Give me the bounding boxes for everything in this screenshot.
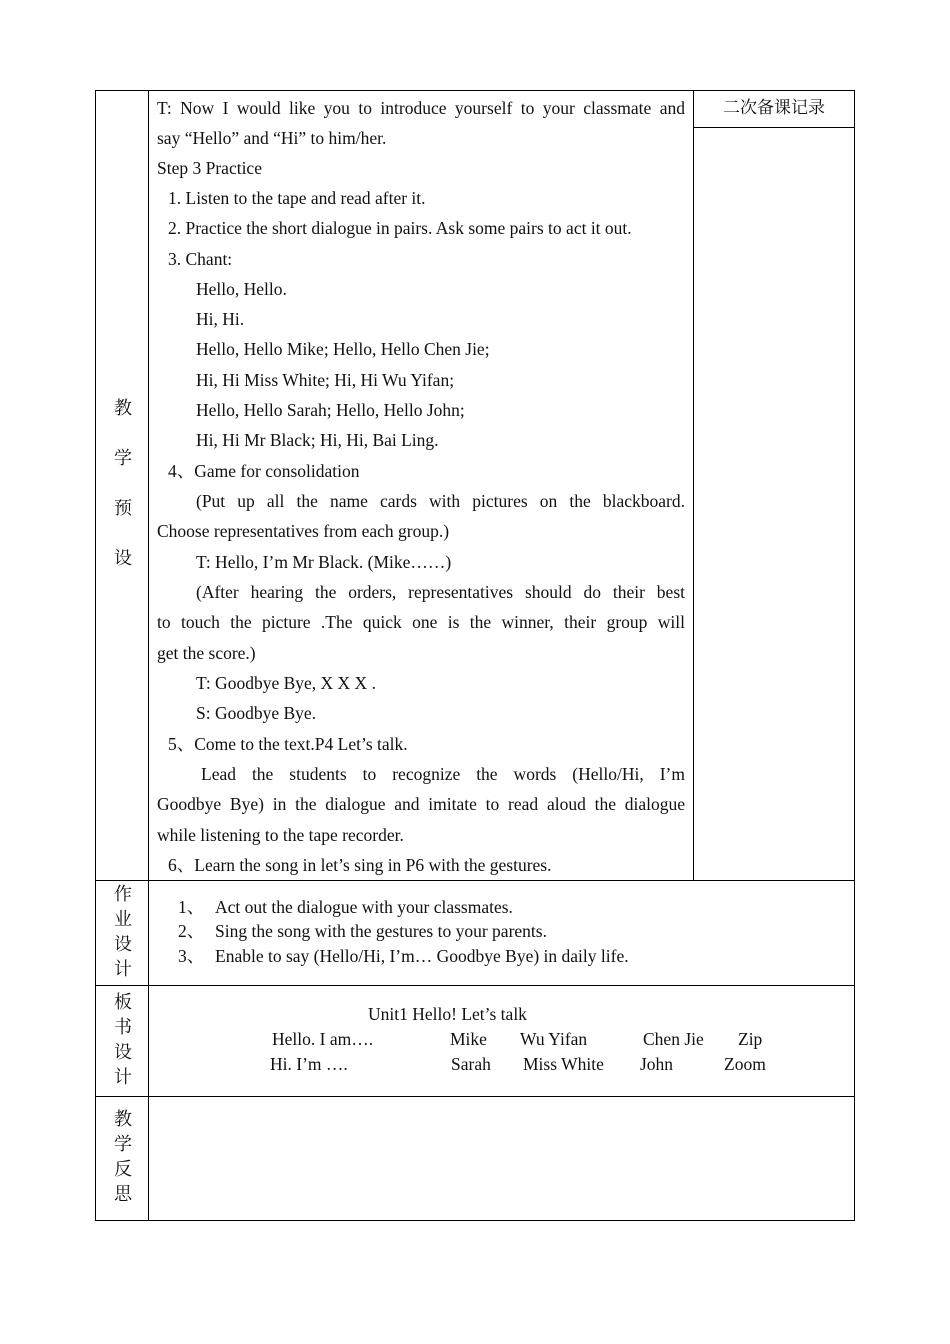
label-char: 设 <box>114 1042 132 1063</box>
teaching-plan-label-3: 预 <box>114 498 132 519</box>
board-cell: Wu Yifan <box>520 1029 588 1049</box>
plan-line: say “Hello” and “Hi” to him/her. <box>157 128 387 148</box>
notes-header-divider <box>693 127 855 128</box>
notes-column-divider <box>693 90 694 881</box>
plan-line: S: Goodbye Bye. <box>196 703 317 723</box>
plan-line: 2. Practice the short dialogue in pairs. Ask some pairs to act it out. <box>168 218 632 238</box>
teaching-reflection-label <box>108 1107 138 1207</box>
homework-item-text: Enable to say (Hello/Hi, I’m… Goodbye Bye) in daily life. <box>215 946 629 966</box>
plan-line: (After hearing the orders, representatives should do their best <box>196 582 685 602</box>
plan-line: get the score.) <box>157 643 256 663</box>
plan-line: Hello, Hello. <box>196 279 287 299</box>
label-char: 思 <box>114 1184 132 1205</box>
label-char: 计 <box>114 959 132 980</box>
homework-design-label <box>108 882 138 982</box>
board-cell: Miss White <box>523 1054 604 1074</box>
row-divider-homework <box>95 880 855 881</box>
homework-item-text: Act out the dialogue with your classmates. <box>215 897 513 917</box>
plan-line: T: Now I would like you to introduce yourself to your classmate and <box>157 98 685 118</box>
plan-line: Hi, Hi Miss White; Hi, Hi Wu Yifan; <box>196 370 455 390</box>
plan-line: 4、Game for consolidation <box>168 461 360 481</box>
plan-line: Hi, Hi. <box>196 309 245 329</box>
label-char: 书 <box>114 1017 132 1038</box>
homework-item-number: 1、 <box>178 897 205 917</box>
board-cell: Zoom <box>724 1054 766 1074</box>
plan-line: 5、Come to the text.P4 Let’s talk. <box>168 734 408 754</box>
plan-line: 3. Chant: <box>168 249 233 269</box>
board-design-label <box>108 990 138 1090</box>
homework-item-text: Sing the song with the gestures to your parents. <box>215 921 547 941</box>
plan-line: (Put up all the name cards with pictures on the blackboard. <box>196 491 685 511</box>
plan-line: T: Goodbye Bye, X X X . <box>196 673 376 693</box>
plan-line: 6、Learn the song in let’s sing in P6 with the gestures. <box>168 855 552 875</box>
homework-item-number: 2、 <box>178 921 205 941</box>
teaching-plan-label-4: 设 <box>114 548 132 569</box>
board-cell: Chen Jie <box>643 1029 704 1049</box>
plan-line: Hi, Hi Mr Black; Hi, Hi, Bai Ling. <box>196 430 439 450</box>
board-cell: Sarah <box>451 1054 491 1074</box>
row-divider-board <box>95 985 855 986</box>
plan-line: Hello, Hello Mike; Hello, Hello Chen Jie; <box>196 339 490 359</box>
label-char: 板 <box>114 992 132 1013</box>
board-cell: Hi. I’m …. <box>270 1054 348 1074</box>
homework-item-number: 3、 <box>178 946 205 966</box>
plan-line: Lead the students to recognize the words (Hello/Hi, I’m <box>201 764 685 784</box>
board-cell: John <box>640 1054 674 1074</box>
second-prep-header: 二次备课记录 <box>723 98 825 118</box>
board-cell: Mike <box>450 1029 487 1049</box>
teaching-plan-label-1: 教 <box>114 398 132 419</box>
plan-line: while listening to the tape recorder. <box>157 825 404 845</box>
label-column-divider <box>148 90 149 1221</box>
label-char: 设 <box>114 934 132 955</box>
board-title: Unit1 Hello! Let’s talk <box>368 1004 527 1024</box>
plan-line: Step 3 Practice <box>157 158 262 178</box>
label-char: 教 <box>114 1109 132 1130</box>
row-divider-reflection <box>95 1096 855 1097</box>
plan-line: to touch the picture .The quick one is the winner, their group will <box>157 612 685 632</box>
label-char: 作 <box>114 884 132 905</box>
plan-line: Choose representatives from each group.) <box>157 521 450 541</box>
label-char: 学 <box>114 1134 132 1155</box>
plan-line: Goodbye Bye) in the dialogue and imitate to read aloud the dialogue <box>157 794 685 814</box>
label-char: 业 <box>114 909 132 930</box>
label-char: 反 <box>114 1159 132 1180</box>
teaching-plan-label-2: 学 <box>114 448 132 469</box>
label-char: 计 <box>114 1067 132 1088</box>
board-cell: Zip <box>738 1029 763 1049</box>
plan-line: 1. Listen to the tape and read after it. <box>168 188 426 208</box>
plan-line: T: Hello, I’m Mr Black. (Mike……) <box>196 552 452 572</box>
plan-line: Hello, Hello Sarah; Hello, Hello John; <box>196 400 465 420</box>
board-cell: Hello. I am…. <box>272 1029 374 1049</box>
